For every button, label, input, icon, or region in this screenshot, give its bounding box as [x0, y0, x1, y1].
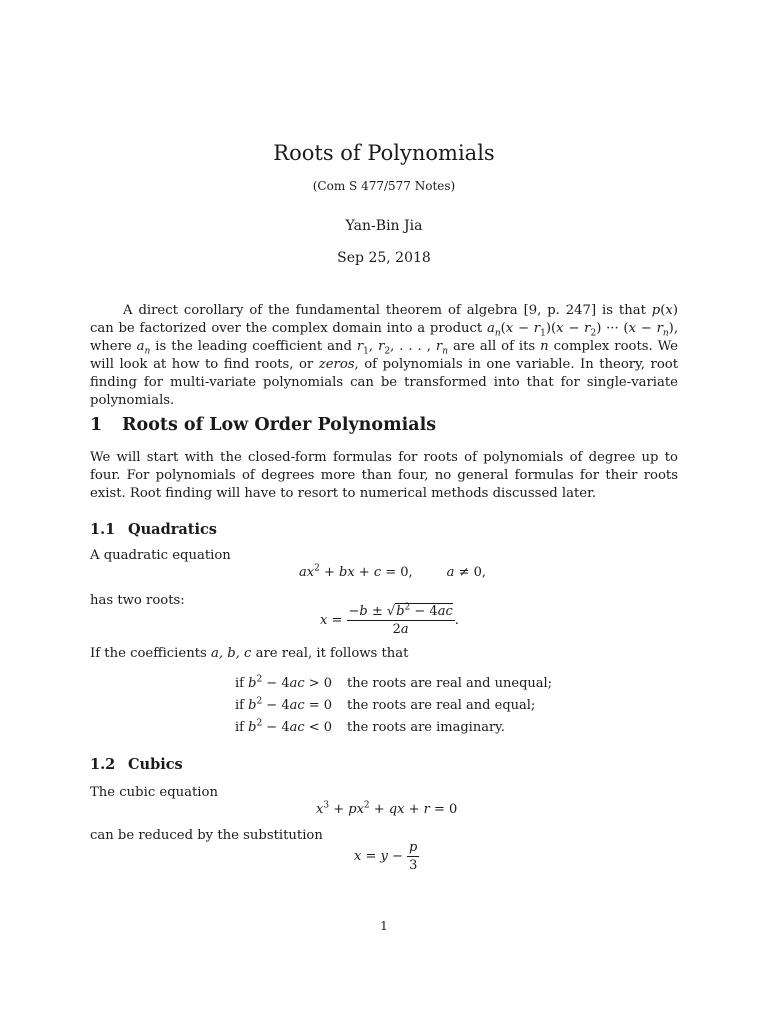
abstract-text: is the leading coefficient and	[150, 338, 357, 354]
abstract-text: are all of its	[447, 338, 541, 354]
case-row: if $b^2 - 4ac > 0$ the roots are real and unequal;	[235, 674, 553, 691]
abstract-text: A direct corollary of the fundamental theorem of algebra [9, p. 247] is that	[123, 303, 652, 318]
cubic-lead-text: The cubic equation	[90, 785, 218, 800]
coefficients-real-text: If the coefficients a, b, c are real, it follows that	[90, 646, 409, 661]
subsection-heading-quadratics	[90, 521, 217, 538]
quadratic-formula: x = $\frac{-b \pm √b^2 - 4ac}{2a}$ .	[320, 602, 459, 637]
subsection-heading-cubics	[90, 756, 183, 773]
discriminant-cases	[235, 676, 552, 742]
abstract-text: , of polynomials in one variable. In theory, root finding for multi-variate polynomials can be transformed into that for single-variate polynomials.	[90, 356, 678, 408]
section-title: Roots of Low Order Polynomials	[122, 415, 437, 435]
abstract-paragraph: A direct corollary of the fundamental theorem of algebra [9, p. 247] is that p(x) can be factorized over the complex domain into a product $a_n(x - r_1)(x - r_2)$ ··· $(x - r_n)$, where $a_n$ is the leading coefficient and $r_1$, $r_2$, . . . , $r_n$ are all of its n complex roots. We will look at how to find roots, or zeros, of polynomials in one variable. In theory, root finding for multi-variate polynomials can be transformed into that for single-variate polynomials.	[90, 303, 679, 408]
section-heading	[90, 415, 436, 435]
math-an: $a_n$	[136, 338, 151, 357]
substitution-text: can be reduced by the substitution	[90, 828, 323, 843]
section-intro-paragraph: We will start with the closed-form formulas for roots of polynomials of degree up to four. For polynomials of degrees more than four, no general formulas for their roots exist. Root finding will have to resort to numerical methods discussed later.	[90, 450, 678, 501]
subsection-number: 1.2	[90, 756, 116, 773]
case-row: if $b^2 - 4ac = 0$ the roots are real and equal;	[235, 696, 536, 713]
substitution-fraction: $\frac{p}{3}$	[409, 840, 418, 873]
cubic-equation: $x^3 + px^2$ + qx + r = 0	[316, 800, 458, 817]
abstract-text: complex roots. We will look at how to find roots, or	[90, 338, 678, 372]
subsection-title: Cubics	[128, 756, 183, 773]
math-n: n	[540, 338, 549, 354]
abstract-text: can be factorized over the complex domain into a product	[90, 320, 487, 336]
paper-date: Sep 25, 2018	[337, 250, 431, 266]
author-name: Yan-Bin Jia	[345, 218, 423, 234]
abstract-text: , where	[90, 320, 679, 354]
math-product: $a_n$	[486, 320, 501, 339]
case-result: the roots are real and equal;	[347, 698, 536, 713]
quadratic-lead-text: A quadratic equation	[90, 548, 231, 563]
emphasis-zeros: zeros	[318, 356, 355, 372]
subsection-number: 1.1	[90, 521, 116, 538]
case-result: the roots are imaginary.	[347, 720, 505, 735]
case-result: the roots are real and unequal;	[347, 676, 553, 691]
paper-title: Roots of Polynomials	[273, 141, 495, 165]
case-row: if $b^2 - 4ac < 0$ the roots are imaginary.	[235, 718, 505, 735]
page-number: 1	[380, 919, 388, 933]
math-roots-list: r	[356, 338, 364, 354]
has-two-roots-text: has two roots:	[90, 593, 185, 608]
section-number: 1	[90, 415, 103, 435]
paper-subtitle: (Com S 477/577 Notes)	[312, 179, 456, 193]
math-px: p	[651, 303, 661, 318]
quadratic-fraction: $\frac{-b \pm √b^2 - 4ac}{2a}$	[348, 602, 453, 637]
quadratic-equation: $ax^2$ + bx + c = 0, a ≠ 0,	[299, 563, 486, 580]
subsection-title: Quadratics	[128, 521, 217, 538]
substitution-formula: x = y − $\frac{p}{3}$	[354, 840, 418, 873]
